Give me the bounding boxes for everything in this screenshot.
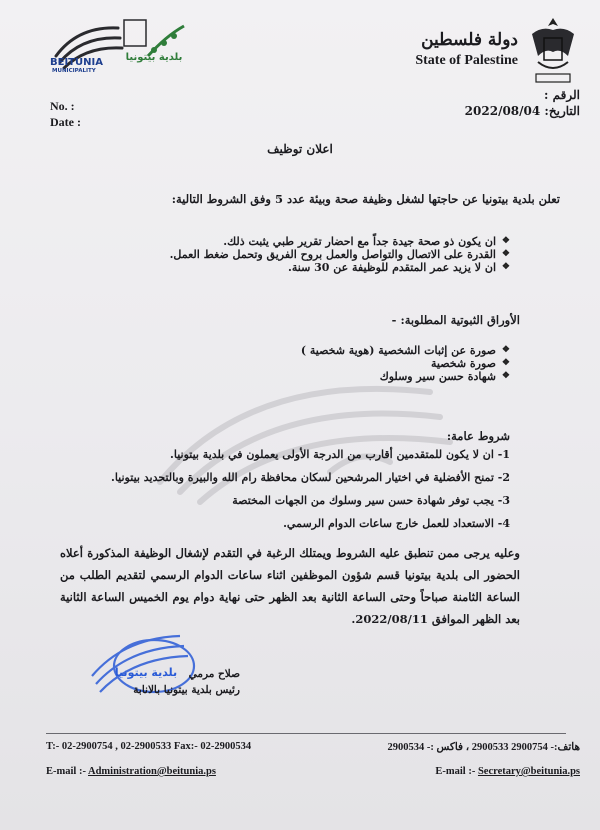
footer-phones-english: T:- 02-2900754 , 02-2900533 Fax:- 02-2900534 bbox=[46, 741, 252, 752]
document-item: ❖ شهادة حسن سير وسلوك bbox=[220, 370, 510, 383]
conditions-list bbox=[130, 235, 510, 274]
general-conditions-heading: شروط عامة: bbox=[446, 429, 510, 443]
condition-item: ❖ القدرة على الاتصال والتواصل والعمل بروح الفريق وتحمل ضغط العمل. bbox=[130, 248, 510, 261]
logo-subtitle: MUNICIPALITY bbox=[52, 68, 96, 74]
condition-item: ❖ ان لا يزيد عمر المتقدم للوظيفة عن 30 سنة. bbox=[130, 261, 510, 274]
footer-email-right bbox=[300, 766, 580, 777]
closing-paragraph: وعليه يرجى ممن تنطبق عليه الشروط ويمتلك الرغبة في التقدم لإشغال الوظيفة المذكورة أعلاه الحضور الى بلدية بيتونيا قسم شؤون الموظفين اثناء ساعات الدوام الرسمي لتقديم الطلب من الساعة الثامنة صباحاً وحتى الساعة الثانية بعد الظهر حتى نهاية دوام يوم الخميس الساعة الثانية بعد الظهر الموافق 2022/08/11. bbox=[60, 546, 520, 626]
footer-email-left bbox=[46, 766, 296, 777]
condition-item: ❖ ان يكون ذو صحة جيدة جداً مع احضار تقرير طبي يثبت ذلك. bbox=[130, 235, 510, 248]
date-label: التاريخ: bbox=[544, 104, 580, 118]
date-value: 2022/08/04 bbox=[464, 104, 541, 118]
footer-phones-arabic: هاتف:- 2900754 2900533 ، فاكس :- 2900534 bbox=[387, 742, 580, 753]
general-condition-item: 4- الاستعداد للعمل خارج ساعات الدوام الرسمي. bbox=[283, 517, 510, 530]
logo-arabic-name: بلدية بيتونيا bbox=[125, 52, 183, 63]
beitunia-logo-icon bbox=[48, 16, 198, 86]
documents-heading: الأوراق الثبوتية المطلوبة: - bbox=[391, 313, 520, 327]
signatory-role: رئيس بلدية بيتونيا بالانابة bbox=[133, 684, 240, 696]
logo-name: BEITUNIA bbox=[50, 57, 103, 68]
no-label-english: No. : bbox=[50, 99, 75, 113]
date-label-english: Date : bbox=[50, 115, 81, 129]
state-name-english: State of Palestine bbox=[415, 53, 518, 68]
general-condition-item: 1- ان لا يكون للمتقدمين أقارب من الدرجة الأولى يعملون في بلدية بيتونيا. bbox=[170, 448, 510, 461]
email-label: E-mail :- bbox=[46, 766, 88, 777]
announcement-title: اعلان توظيف bbox=[267, 142, 333, 156]
intro-paragraph: تعلن بلدية بيتونيا عن حاجتها لشغل وظيفة صحة وبيئة عدد 5 وفق الشروط التالية: bbox=[171, 192, 560, 206]
palestine-emblem-icon bbox=[522, 12, 584, 90]
signatory-name: صلاح مرمي bbox=[188, 668, 240, 680]
email-label: E-mail :- bbox=[435, 766, 478, 777]
reference-label: الرقم : bbox=[544, 88, 580, 102]
document-item: ❖ صورة عن إثبات الشخصية (هوية شخصية ) bbox=[220, 344, 510, 357]
signature-block bbox=[110, 666, 240, 698]
documents-list bbox=[220, 344, 510, 383]
state-name-arabic: دولة فلسطين bbox=[421, 30, 518, 50]
general-condition-item: 3- يجب توفر شهادة حسن سير وسلوك من الجهات المختصة bbox=[232, 494, 510, 507]
date-line bbox=[400, 104, 580, 118]
footer-divider bbox=[46, 733, 566, 734]
general-conditions-list bbox=[100, 448, 510, 540]
secretary-email-link[interactable]: Secretary@beitunia.ps bbox=[477, 766, 580, 777]
document-item: ❖ صورة شخصية bbox=[220, 357, 510, 370]
admin-email-link[interactable]: Administration@beitunia.ps bbox=[88, 766, 216, 777]
stamp-text: بلدية بيتونيا bbox=[114, 666, 178, 679]
general-condition-item: 2- تمنح الأفضلية في اختيار المرشحين لسكان محافظة رام الله والبيرة وبالتحديد بيتونيا. bbox=[111, 471, 510, 484]
